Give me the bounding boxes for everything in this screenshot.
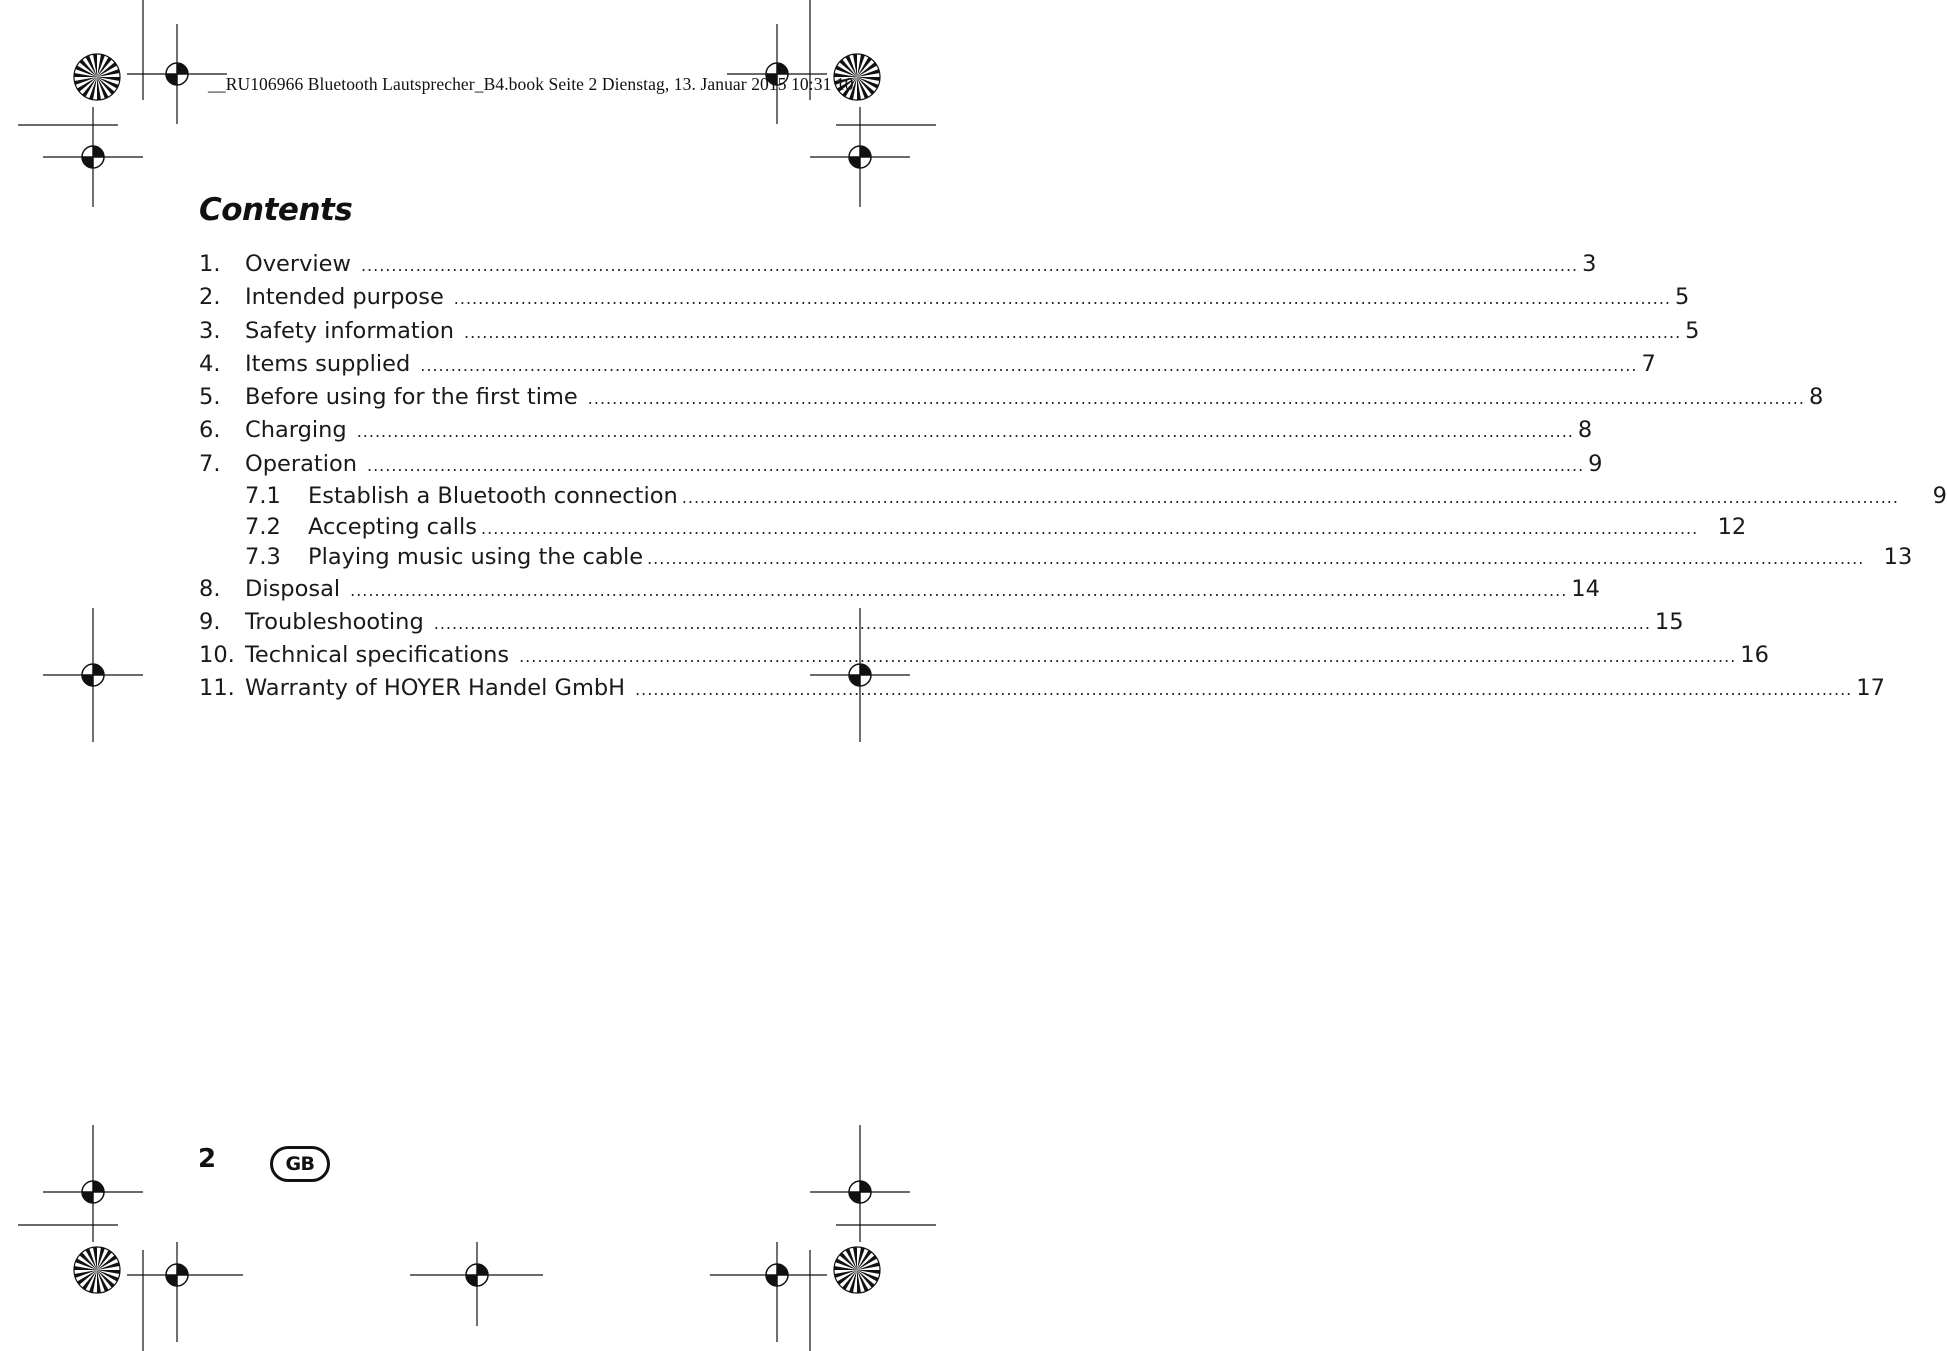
registration-target-icon (82, 1181, 104, 1203)
toc-entry-number: 7.3 (245, 544, 281, 571)
toc-entry[interactable] (199, 281, 1690, 314)
toc-entry[interactable] (199, 348, 1656, 381)
toc-dot-leader: ........................................................................................................................................................................................................ (360, 256, 1579, 275)
toc-entry[interactable] (199, 448, 1603, 481)
country-code-badge: GB (270, 1146, 330, 1182)
toc-entry[interactable] (199, 672, 1885, 705)
toc-entry-number: 2. (199, 284, 221, 311)
toc-entry-label: Establish a Bluetooth connection (308, 483, 678, 510)
toc-entry[interactable] (199, 481, 1947, 512)
toc-dot-leader: ........................................................................................................................................................................................................ (635, 680, 1853, 700)
toc-entry[interactable] (199, 414, 1593, 447)
toc-entry-label: Disposal (245, 575, 341, 602)
toc-entry-label: Overview (245, 251, 351, 277)
registration-target-icon (82, 146, 104, 168)
registration-target-icon (166, 1264, 188, 1286)
toc-entry-number: 9. (199, 608, 221, 635)
toc-entry[interactable] (199, 315, 1700, 348)
toc-entry[interactable] (199, 248, 1597, 281)
toc-entry-label: Before using for the first time (245, 384, 578, 411)
registration-target-icon (166, 63, 188, 85)
toc-entry-label: Warranty of HOYER Handel GmbH (245, 675, 626, 702)
toc-entry[interactable] (199, 606, 1684, 639)
toc-dot-leader: ........................................................................................................................................................................................................ (519, 647, 1737, 667)
page-number: 2 (198, 1144, 217, 1174)
toc-entry-page: 16 (1740, 642, 1769, 669)
toc-dot-leader: ........................................................................................................................................................................................................ (420, 355, 1638, 375)
toc-dot-leader: ........................................................................................................................................................................................................ (481, 518, 1699, 538)
toc-entry-number: 8. (199, 575, 221, 602)
toc-entry-page: 12 (1717, 513, 1747, 540)
toc-dot-leader: ........................................................................................................................................................................................................ (366, 455, 1585, 475)
toc-entry-page: 9 (1932, 483, 1947, 510)
toc-entry-page: 7 (1641, 350, 1656, 377)
toc-entry[interactable] (199, 542, 1913, 573)
toc-entry-page: 17 (1856, 675, 1885, 702)
toc-entry[interactable] (199, 639, 1769, 672)
toc-entry-number: 10. (199, 642, 235, 669)
toc-entry-number: 6. (199, 417, 221, 444)
toc-entry-page: 14 (1571, 575, 1600, 602)
star-target-icon (74, 1247, 120, 1293)
toc-dot-leader: ........................................................................................................................................................................................................ (681, 488, 1899, 508)
registration-target-icon (82, 664, 104, 686)
toc-entry-label: Operation (245, 450, 357, 477)
toc-dot-leader: ........................................................................................................................................................................................................ (453, 289, 1671, 309)
toc-dot-leader: ........................................................................................................................................................................................................ (350, 580, 1568, 600)
toc-entry-label: Charging (245, 417, 347, 444)
toc-entry[interactable] (199, 381, 1824, 414)
toc-entry-number: 3. (199, 317, 221, 344)
toc-entry-number: 1. (199, 251, 221, 277)
toc-entry-page: 5 (1674, 284, 1690, 311)
registration-target-icon (466, 1264, 488, 1286)
toc-entry-number: 11. (199, 675, 235, 702)
toc-dot-leader: ........................................................................................................................................................................................................ (433, 613, 1651, 633)
toc-entry-page: 13 (1883, 544, 1913, 571)
table-of-contents (199, 248, 1947, 706)
page-title: Contents (199, 192, 353, 228)
toc-entry-page: 8 (1577, 417, 1593, 444)
toc-entry[interactable] (199, 512, 1747, 543)
toc-entry-page: 9 (1588, 450, 1603, 477)
toc-entry-page: 5 (1685, 317, 1700, 344)
toc-entry-label: Playing music using the cable (308, 544, 644, 571)
toc-entry-page: 3 (1582, 251, 1597, 277)
toc-entry[interactable] (199, 573, 1600, 606)
toc-entry-number: 7. (199, 450, 221, 477)
toc-entry-page: 8 (1808, 384, 1824, 411)
toc-entry-label: Technical specifications (245, 642, 510, 669)
print-slug-line: __RU106966 Bluetooth Lautsprecher_B4.book Seite 2 Dienstag, 13. Januar 2015 10:31 10 (208, 74, 854, 94)
toc-entry-number: 4. (199, 350, 221, 377)
toc-dot-leader: ........................................................................................................................................................................................................ (587, 389, 1805, 409)
registration-target-icon (766, 1264, 788, 1286)
toc-dot-leader: ........................................................................................................................................................................................................ (356, 422, 1574, 442)
registration-target-icon (849, 146, 871, 168)
toc-dot-leader: ........................................................................................................................................................................................................ (463, 322, 1682, 342)
toc-entry-number: 5. (199, 384, 221, 411)
star-target-icon (74, 54, 120, 100)
toc-entry-number: 7.2 (245, 513, 281, 540)
toc-entry-label: Troubleshooting (245, 608, 424, 635)
registration-target-icon (849, 1181, 871, 1203)
toc-entry-page: 15 (1654, 608, 1684, 635)
toc-entry-label: Intended purpose (245, 284, 444, 311)
toc-entry-label: Safety information (245, 317, 454, 344)
toc-entry-label: Accepting calls (308, 513, 478, 540)
toc-entry-number: 7.1 (245, 483, 281, 510)
toc-entry-label: Items supplied (245, 350, 411, 377)
star-target-icon (834, 1247, 880, 1293)
toc-dot-leader: ........................................................................................................................................................................................................ (647, 549, 1865, 569)
